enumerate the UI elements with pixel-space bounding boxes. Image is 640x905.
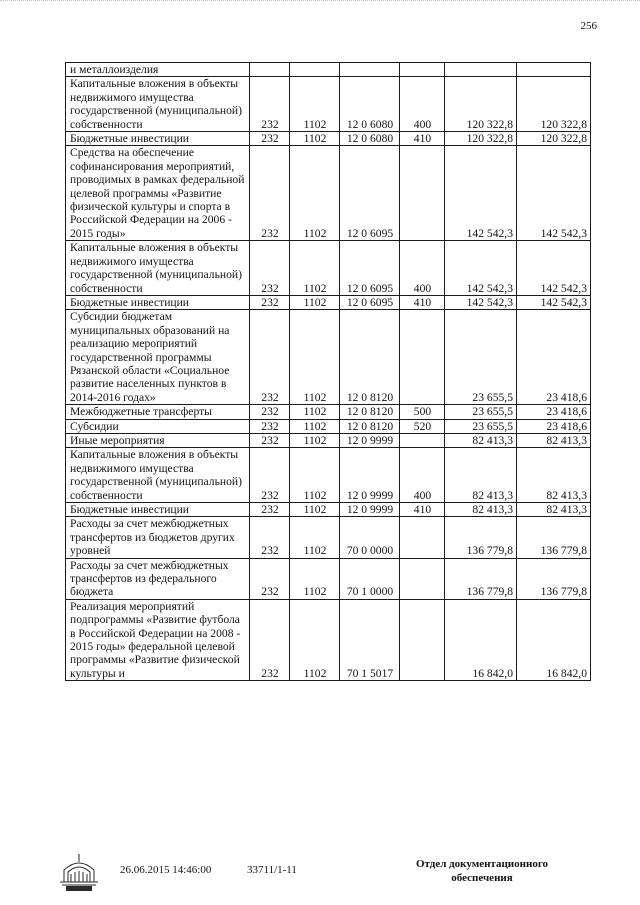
cell-name: Иные мероприятия xyxy=(66,433,250,447)
cell-col-3: 12 0 6080 xyxy=(340,77,400,132)
cell-col-3: 12 0 8120 xyxy=(340,419,400,433)
cell-col-3: 70 1 0000 xyxy=(340,558,400,599)
cell-name: Расходы за счет межбюджетных трансфертов из федерального бюджета xyxy=(66,558,250,599)
cell-col-4: 410 xyxy=(400,295,445,309)
cell-col-5: 82 413,3 xyxy=(445,503,517,517)
cell-col-4: 400 xyxy=(400,241,445,296)
footer-document-code: 33711/1-11 xyxy=(247,864,297,876)
cell-col-3: 70 1 5017 xyxy=(340,599,400,680)
cell-col-1: 232 xyxy=(250,405,290,419)
footer-department-line2: обеспечения xyxy=(451,872,513,884)
cell-col-4 xyxy=(400,599,445,680)
cell-col-6: 82 413,3 xyxy=(517,433,591,447)
cell-col-5: 23 655,5 xyxy=(445,310,517,405)
cell-col-1: 232 xyxy=(250,503,290,517)
cell-col-5: 142 542,3 xyxy=(445,295,517,309)
cell-col-6: 136 779,8 xyxy=(517,517,591,558)
page-number: 256 xyxy=(580,20,597,32)
cell-name: Расходы за счет межбюджетных трансфертов из бюджетов других уровней xyxy=(66,517,250,558)
cell-col-3: 12 0 9999 xyxy=(340,448,400,503)
cell-col-6: 142 542,3 xyxy=(517,241,591,296)
table-row xyxy=(66,241,591,296)
cell-col-4: 410 xyxy=(400,503,445,517)
cell-name: Бюджетные инвестиции xyxy=(66,503,250,517)
cell-col-6 xyxy=(517,63,591,77)
table-row xyxy=(66,295,591,309)
cell-col-6: 16 842,0 xyxy=(517,599,591,680)
cell-col-6: 120 322,8 xyxy=(517,77,591,132)
cell-col-6: 120 322,8 xyxy=(517,132,591,146)
cell-name: Средства на обеспечение софинансирования мероприятий, проводимых в рамках федеральной целевой программы «Развитие физической культуры и спорта в Российской Федерации на 2006 - 2015 годы» xyxy=(66,146,250,241)
cell-col-4 xyxy=(400,433,445,447)
cell-col-5: 136 779,8 xyxy=(445,517,517,558)
cell-col-1 xyxy=(250,63,290,77)
cell-col-2: 1102 xyxy=(290,77,340,132)
footer-department-line1: Отдел документационного xyxy=(415,858,549,870)
cell-col-6: 136 779,8 xyxy=(517,558,591,599)
cell-name: Капитальные вложения в объекты недвижимого имущества государственной (муниципальной) собственности xyxy=(66,448,250,503)
cell-name: Бюджетные инвестиции xyxy=(66,295,250,309)
table-row xyxy=(66,503,591,517)
cell-col-5: 120 322,8 xyxy=(445,77,517,132)
cell-col-2: 1102 xyxy=(290,517,340,558)
cell-col-3 xyxy=(340,63,400,77)
cell-col-4: 520 xyxy=(400,419,445,433)
cell-col-5: 142 542,3 xyxy=(445,241,517,296)
cell-col-4: 400 xyxy=(400,77,445,132)
cell-name: Реализация мероприятий подпрограммы «Развитие футбола в Российской Федерации на 2008 - 2015 годы» федеральной целевой программы «Развитие физической культуры и xyxy=(66,599,250,680)
cell-col-2: 1102 xyxy=(290,310,340,405)
cell-col-4 xyxy=(400,146,445,241)
table-row xyxy=(66,146,591,241)
cell-name: и металлоизделия xyxy=(66,63,250,77)
cell-col-5: 23 655,5 xyxy=(445,419,517,433)
cell-col-1: 232 xyxy=(250,419,290,433)
cell-col-2: 1102 xyxy=(290,146,340,241)
cell-col-3: 12 0 6095 xyxy=(340,295,400,309)
table-row xyxy=(66,405,591,419)
cell-name: Субсидии xyxy=(66,419,250,433)
footer-date: 26.06.2015 14:46:00 xyxy=(120,864,212,876)
footer-department xyxy=(398,857,566,885)
cell-col-4: 410 xyxy=(400,132,445,146)
scan-edge-marks xyxy=(0,0,640,7)
cell-col-4 xyxy=(400,63,445,77)
cell-name: Капитальные вложения в объекты недвижимого имущества государственной (муниципальной) собственности xyxy=(66,241,250,296)
cell-col-2: 1102 xyxy=(290,558,340,599)
table-row xyxy=(66,77,591,132)
cell-col-2: 1102 xyxy=(290,433,340,447)
cell-col-2: 1102 xyxy=(290,419,340,433)
cell-col-5: 23 655,5 xyxy=(445,405,517,419)
cell-col-4: 500 xyxy=(400,405,445,419)
cell-col-6: 23 418,6 xyxy=(517,405,591,419)
cell-col-3: 12 0 9999 xyxy=(340,503,400,517)
cell-col-2 xyxy=(290,63,340,77)
duma-emblem-icon xyxy=(56,852,102,892)
table-row xyxy=(66,448,591,503)
cell-col-2: 1102 xyxy=(290,448,340,503)
cell-name: Капитальные вложения в объекты недвижимого имущества государственной (муниципальной) собственности xyxy=(66,77,250,132)
cell-col-1: 232 xyxy=(250,310,290,405)
cell-col-5: 142 542,3 xyxy=(445,146,517,241)
cell-col-1: 232 xyxy=(250,599,290,680)
cell-col-3: 12 0 8120 xyxy=(340,405,400,419)
cell-col-5: 136 779,8 xyxy=(445,558,517,599)
cell-col-3: 12 0 9999 xyxy=(340,433,400,447)
cell-col-4 xyxy=(400,558,445,599)
cell-col-3: 12 0 6095 xyxy=(340,146,400,241)
cell-col-5 xyxy=(445,63,517,77)
cell-col-2: 1102 xyxy=(290,295,340,309)
cell-name: Бюджетные инвестиции xyxy=(66,132,250,146)
cell-col-6: 142 542,3 xyxy=(517,146,591,241)
table-body xyxy=(66,63,591,681)
cell-col-2: 1102 xyxy=(290,405,340,419)
cell-col-1: 232 xyxy=(250,295,290,309)
table-row xyxy=(66,558,591,599)
cell-name: Субсидии бюджетам муниципальных образований на реализацию мероприятий государственной программы Рязанской области «Социальное развитие населенных пунктов в 2014-2016 годах» xyxy=(66,310,250,405)
table-row xyxy=(66,599,591,680)
cell-col-1: 232 xyxy=(250,558,290,599)
cell-col-1: 232 xyxy=(250,132,290,146)
cell-col-3: 12 0 6080 xyxy=(340,132,400,146)
cell-col-2: 1102 xyxy=(290,241,340,296)
cell-name: Межбюджетные трансферты xyxy=(66,405,250,419)
cell-col-4 xyxy=(400,310,445,405)
cell-col-5: 120 322,8 xyxy=(445,132,517,146)
cell-col-6: 142 542,3 xyxy=(517,295,591,309)
cell-col-5: 82 413,3 xyxy=(445,433,517,447)
cell-col-3: 70 0 0000 xyxy=(340,517,400,558)
cell-col-4 xyxy=(400,517,445,558)
table-row xyxy=(66,433,591,447)
budget-table xyxy=(65,62,591,681)
table-row xyxy=(66,132,591,146)
cell-col-1: 232 xyxy=(250,146,290,241)
cell-col-1: 232 xyxy=(250,517,290,558)
cell-col-5: 16 842,0 xyxy=(445,599,517,680)
cell-col-4: 400 xyxy=(400,448,445,503)
cell-col-1: 232 xyxy=(250,433,290,447)
cell-col-1: 232 xyxy=(250,241,290,296)
table-row xyxy=(66,310,591,405)
table-row xyxy=(66,63,591,77)
table-row xyxy=(66,419,591,433)
cell-col-2: 1102 xyxy=(290,132,340,146)
cell-col-2: 1102 xyxy=(290,599,340,680)
cell-col-1: 232 xyxy=(250,448,290,503)
cell-col-3: 12 0 8120 xyxy=(340,310,400,405)
cell-col-5: 82 413,3 xyxy=(445,448,517,503)
cell-col-1: 232 xyxy=(250,77,290,132)
cell-col-6: 23 418,6 xyxy=(517,310,591,405)
cell-col-2: 1102 xyxy=(290,503,340,517)
cell-col-6: 23 418,6 xyxy=(517,419,591,433)
table-row xyxy=(66,517,591,558)
cell-col-6: 82 413,3 xyxy=(517,448,591,503)
cell-col-3: 12 0 6095 xyxy=(340,241,400,296)
cell-col-6: 82 413,3 xyxy=(517,503,591,517)
